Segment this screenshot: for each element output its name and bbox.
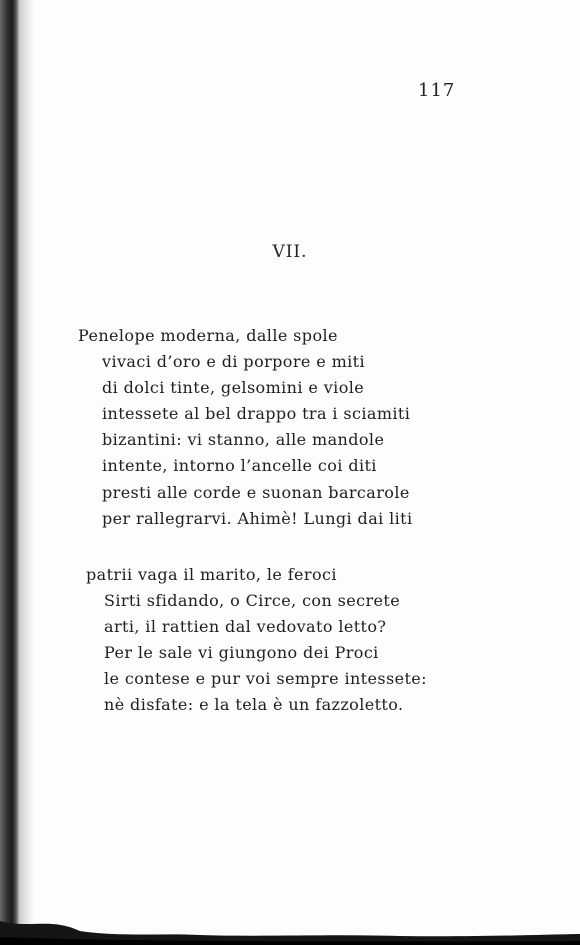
- verse-line: intente, intorno l’ancelle coi diti: [102, 456, 377, 475]
- verse-line: presti alle corde e suonan barcarole: [102, 483, 410, 502]
- verse-line: nè disfate: e la tela è un fazzoletto.: [104, 695, 404, 714]
- verse-line: intessete al bel drappo tra i sciamiti: [102, 404, 411, 423]
- page-binding-edge: [0, 0, 20, 945]
- verse-line: le contese e pur voi sempre intessete:: [104, 669, 427, 688]
- verse-line: bizantini: vi stanno, alle mandole: [102, 430, 385, 449]
- verse-line: patrii vaga il marito, le feroci: [86, 565, 337, 584]
- torn-bottom-edge: [0, 907, 580, 945]
- binding-shadow: [20, 0, 34, 945]
- verse-line: per rallegrarvi. Ahimè! Lungi dai liti: [102, 509, 413, 528]
- verse-line: Per le sale vi giungono dei Proci: [104, 643, 379, 662]
- verse-line: Penelope moderna, dalle spole: [78, 326, 338, 345]
- verse-line: Sirti sfidando, o Circe, con secrete: [104, 591, 401, 610]
- page-number: 117: [418, 80, 456, 101]
- section-title: VII.: [272, 242, 308, 262]
- verse-line: arti, il rattien dal vedovato letto?: [104, 617, 387, 636]
- verse-line: di dolci tinte, gelsomini e viole: [102, 378, 365, 397]
- verse-line: vivaci d’oro e di porpore e miti: [102, 352, 366, 371]
